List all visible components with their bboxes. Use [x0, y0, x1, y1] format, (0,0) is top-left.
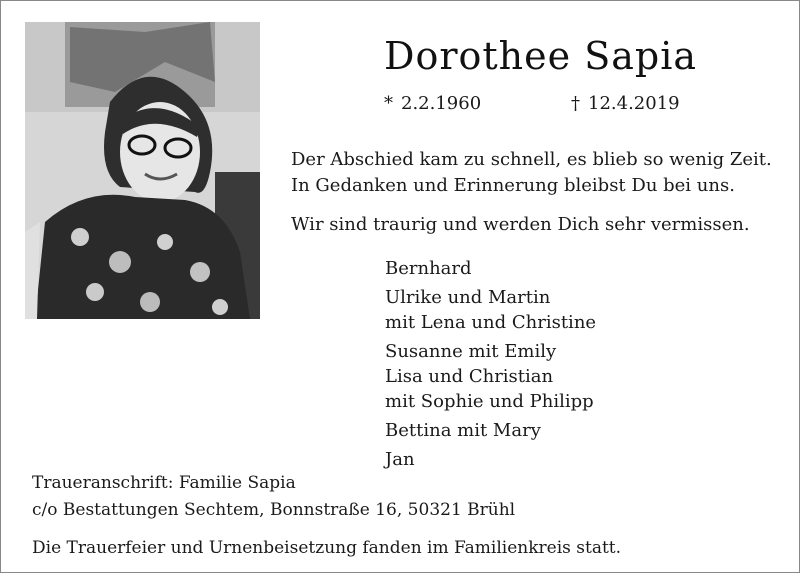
- family-list: [385, 256, 596, 472]
- funeral-note: Die Trauerfeier und Urnenbeisetzung fanden im Familienkreis statt.: [32, 538, 622, 558]
- death-date-text: 12.4.2019: [588, 93, 680, 114]
- family-member: mit Lena und Christine: [385, 312, 597, 333]
- family-member: Lisa und Christian: [385, 366, 554, 387]
- birth-date: [384, 93, 481, 114]
- address-line: c/o Bestattungen Sechtem, Bonnstraße 16, 50321 Brühl: [32, 500, 516, 520]
- verse-line: Der Abschied kam zu schnell, es blieb so wenig Zeit.: [291, 149, 772, 170]
- verse-line: In Gedanken und Erinnerung bleibst Du bei uns.: [291, 175, 735, 196]
- deceased-name: Dorothee Sapia: [384, 34, 698, 78]
- mourning-address: [32, 470, 515, 524]
- family-member: Susanne mit Emily: [385, 341, 557, 362]
- verse-block: [291, 147, 772, 199]
- family-member: Bettina mit Mary: [385, 420, 541, 441]
- portrait-photo: [25, 22, 260, 319]
- verse-line: Wir sind traurig und werden Dich sehr vermissen.: [291, 214, 750, 235]
- death-date: [571, 93, 680, 114]
- address-line: Traueranschrift: Familie Sapia: [32, 473, 296, 493]
- family-member: Bernhard: [385, 258, 472, 279]
- birth-star-icon: *: [384, 93, 393, 114]
- cross-icon: †: [571, 93, 580, 114]
- birth-date-text: 2.2.1960: [401, 93, 482, 114]
- family-member: Jan: [385, 449, 415, 470]
- family-member: mit Sophie und Philipp: [385, 391, 594, 412]
- family-member: Ulrike und Martin: [385, 287, 551, 308]
